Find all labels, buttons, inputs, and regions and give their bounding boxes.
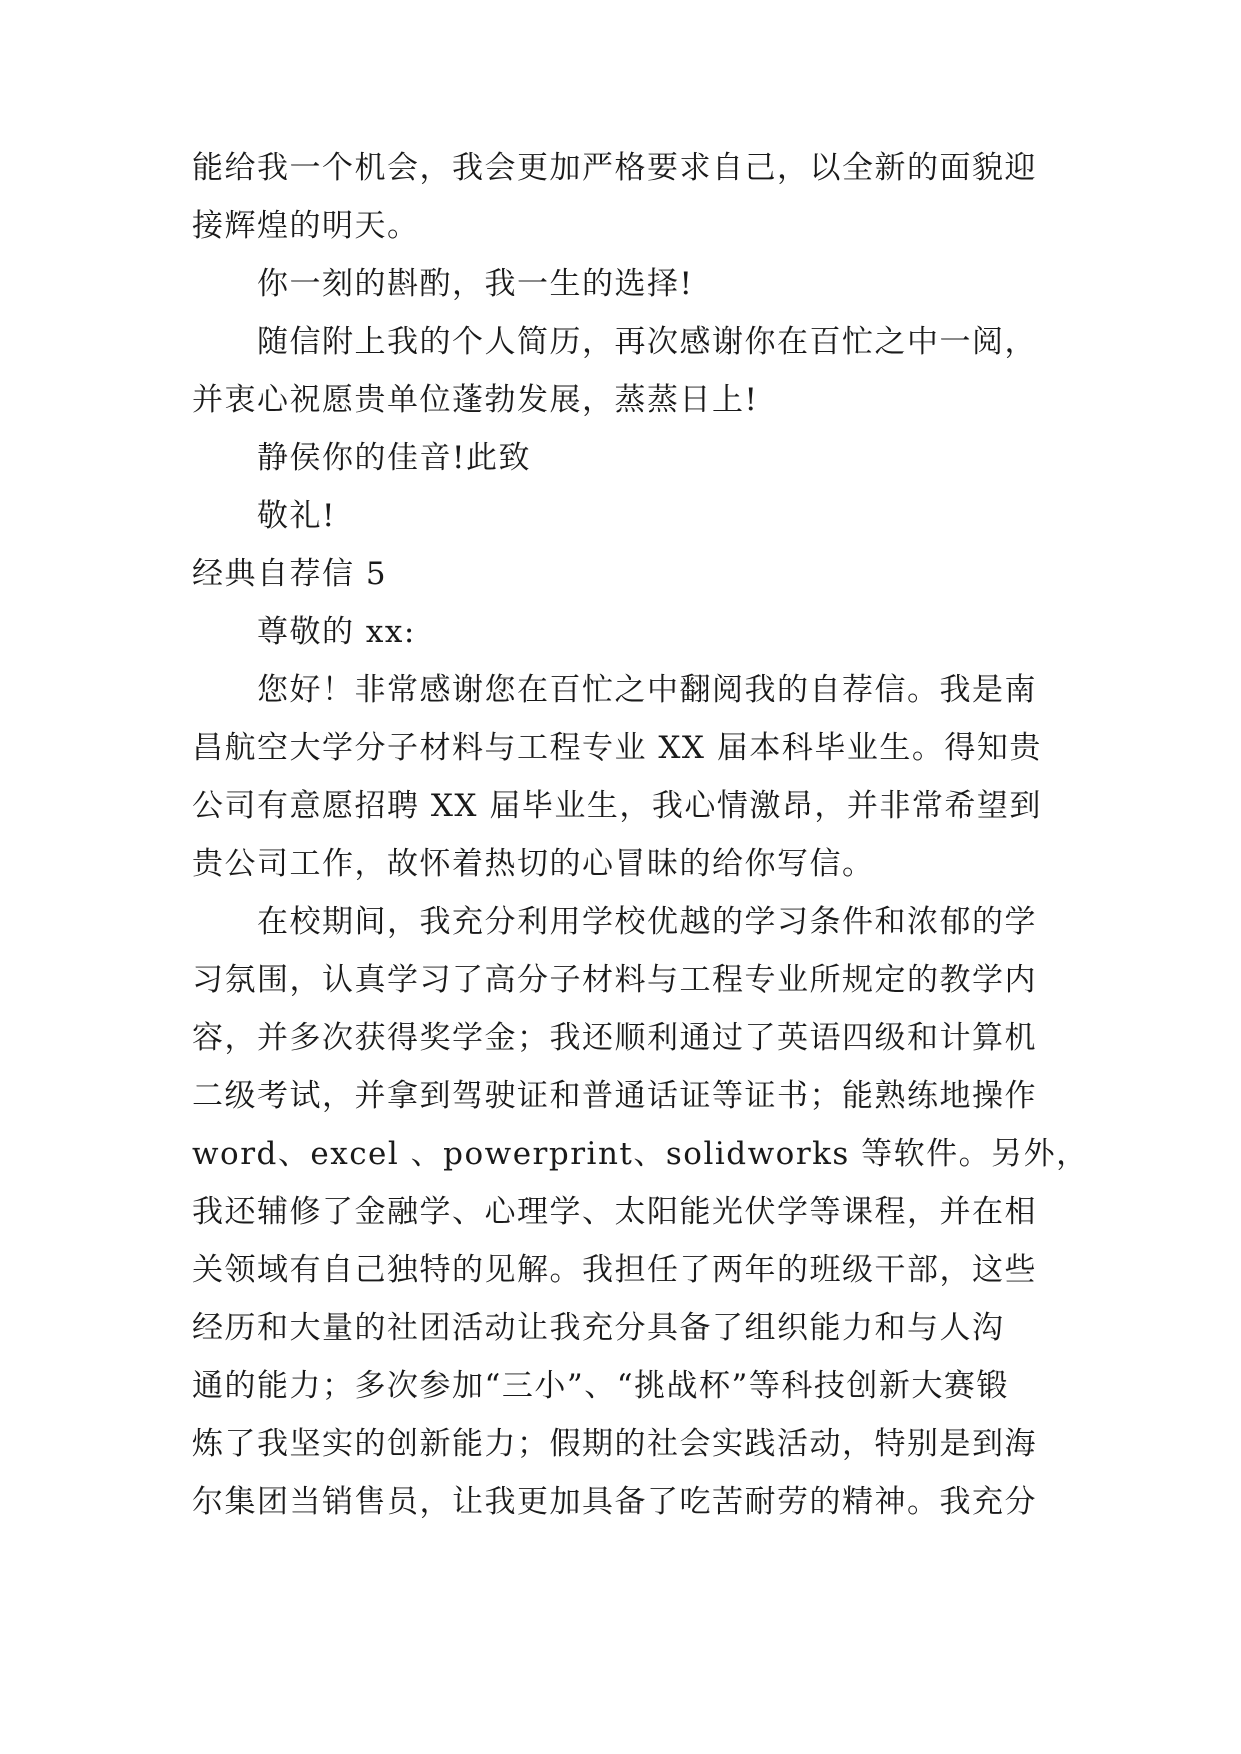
text-line: 关领域有自己独特的见解。我担任了两年的班级干部，这些 [192, 1252, 1037, 1288]
text-line: 你一刻的斟酌，我一生的选择! [257, 266, 694, 302]
text-line: 经历和大量的社团活动让我充分具备了组织能力和与人沟 [192, 1310, 1005, 1346]
text-line: 在校期间，我充分利用学校优越的学习条件和浓郁的学 [257, 904, 1037, 940]
text-line: 通的能力；多次参加“三小”、“挑战杯”等科技创新大赛锻 [192, 1368, 1009, 1404]
text-line: 习氛围，认真学习了高分子材料与工程专业所规定的教学内 [192, 962, 1037, 998]
text-line: 二级考试，并拿到驾驶证和普通话证等证书；能熟练地操作 [192, 1078, 1037, 1114]
text-line: 贵公司工作，故怀着热切的心冒昧的给你写信。 [192, 846, 875, 882]
text-line: 炼了我坚实的创新能力；假期的社会实践活动，特别是到海 [192, 1426, 1037, 1462]
text-line: 我还辅修了金融学、心理学、太阳能光伏学等课程，并在相 [192, 1194, 1037, 1230]
text-line: 接辉煌的明天。 [192, 208, 420, 244]
section-heading: 经典自荐信 5 [192, 556, 388, 592]
text-line: 随信附上我的个人简历，再次感谢你在百忙之中一阅， [257, 324, 1037, 360]
text-line: word、excel 、powerprint、solidworks 等软件。另外， [192, 1136, 1089, 1172]
text-line: 能给我一个机会，我会更加严格要求自己，以全新的面貌迎 [192, 150, 1037, 186]
text-line: 尔集团当销售员，让我更加具备了吃苦耐劳的精神。我充分 [192, 1484, 1037, 1520]
text-line: 敬礼! [257, 498, 336, 534]
text-line: 静侯你的佳音!此致 [257, 440, 531, 476]
salutation: 尊敬的 xx: [257, 614, 416, 650]
text-line: 昌航空大学分子材料与工程专业 XX 届本科毕业生。得知贵 [192, 730, 1042, 766]
text-line: 并衷心祝愿贵单位蓬勃发展，蒸蒸日上! [192, 382, 759, 418]
text-line: 您好！非常感谢您在百忙之中翻阅我的自荐信。我是南 [257, 672, 1037, 708]
text-line: 容，并多次获得奖学金；我还顺利通过了英语四级和计算机 [192, 1020, 1037, 1056]
text-line: 公司有意愿招聘 XX 届毕业生，我心情激昂，并非常希望到 [192, 788, 1042, 824]
